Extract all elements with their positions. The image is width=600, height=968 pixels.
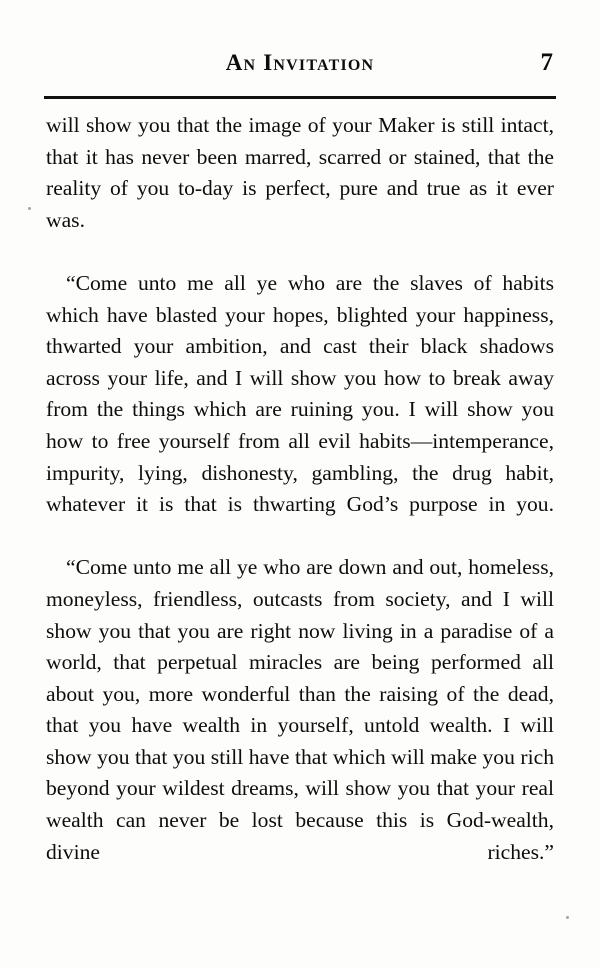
page-number: 7 (540, 49, 553, 76)
page-body (46, 110, 554, 900)
page-header (47, 50, 553, 90)
paper-speck (28, 207, 31, 210)
paragraph: will show you that the image of your Maker is still intact, that it has never been marred, scarred or stained, that the reality of you to-day is perfect, pure and true as it ever was. (46, 113, 554, 232)
running-head: An Invitation (225, 50, 375, 75)
header-rule (44, 96, 556, 99)
paper-speck (566, 916, 569, 919)
paragraph: “Come unto me all ye who are the slaves of habits which have blasted your hopes, blighted your happiness, thwarted your ambition, and cast their black shadows across your life, and I will show you how to break away from the things which are ruining you. I will show you how to free yourself from all evil habits—intemperance, impurity, lying, dishonesty, gambling, the drug habit, whatever it is that is thwarting God’s purpose in you. (46, 270, 554, 517)
paragraph: “Come unto me all ye who are down and out, homeless, moneyless, friendless, outcasts from society, and I will show you that you are right now living in a paradise of a world, that perpetual miracles are being performed all about you, more wonderful than the raising of the dead, that you have wealth in yourself, untold wealth. I will show you that you still have that which will make you rich beyond your wildest dreams, will show you that your real wealth can never be lost because this is God-wealth, divine riches.” (46, 555, 554, 864)
